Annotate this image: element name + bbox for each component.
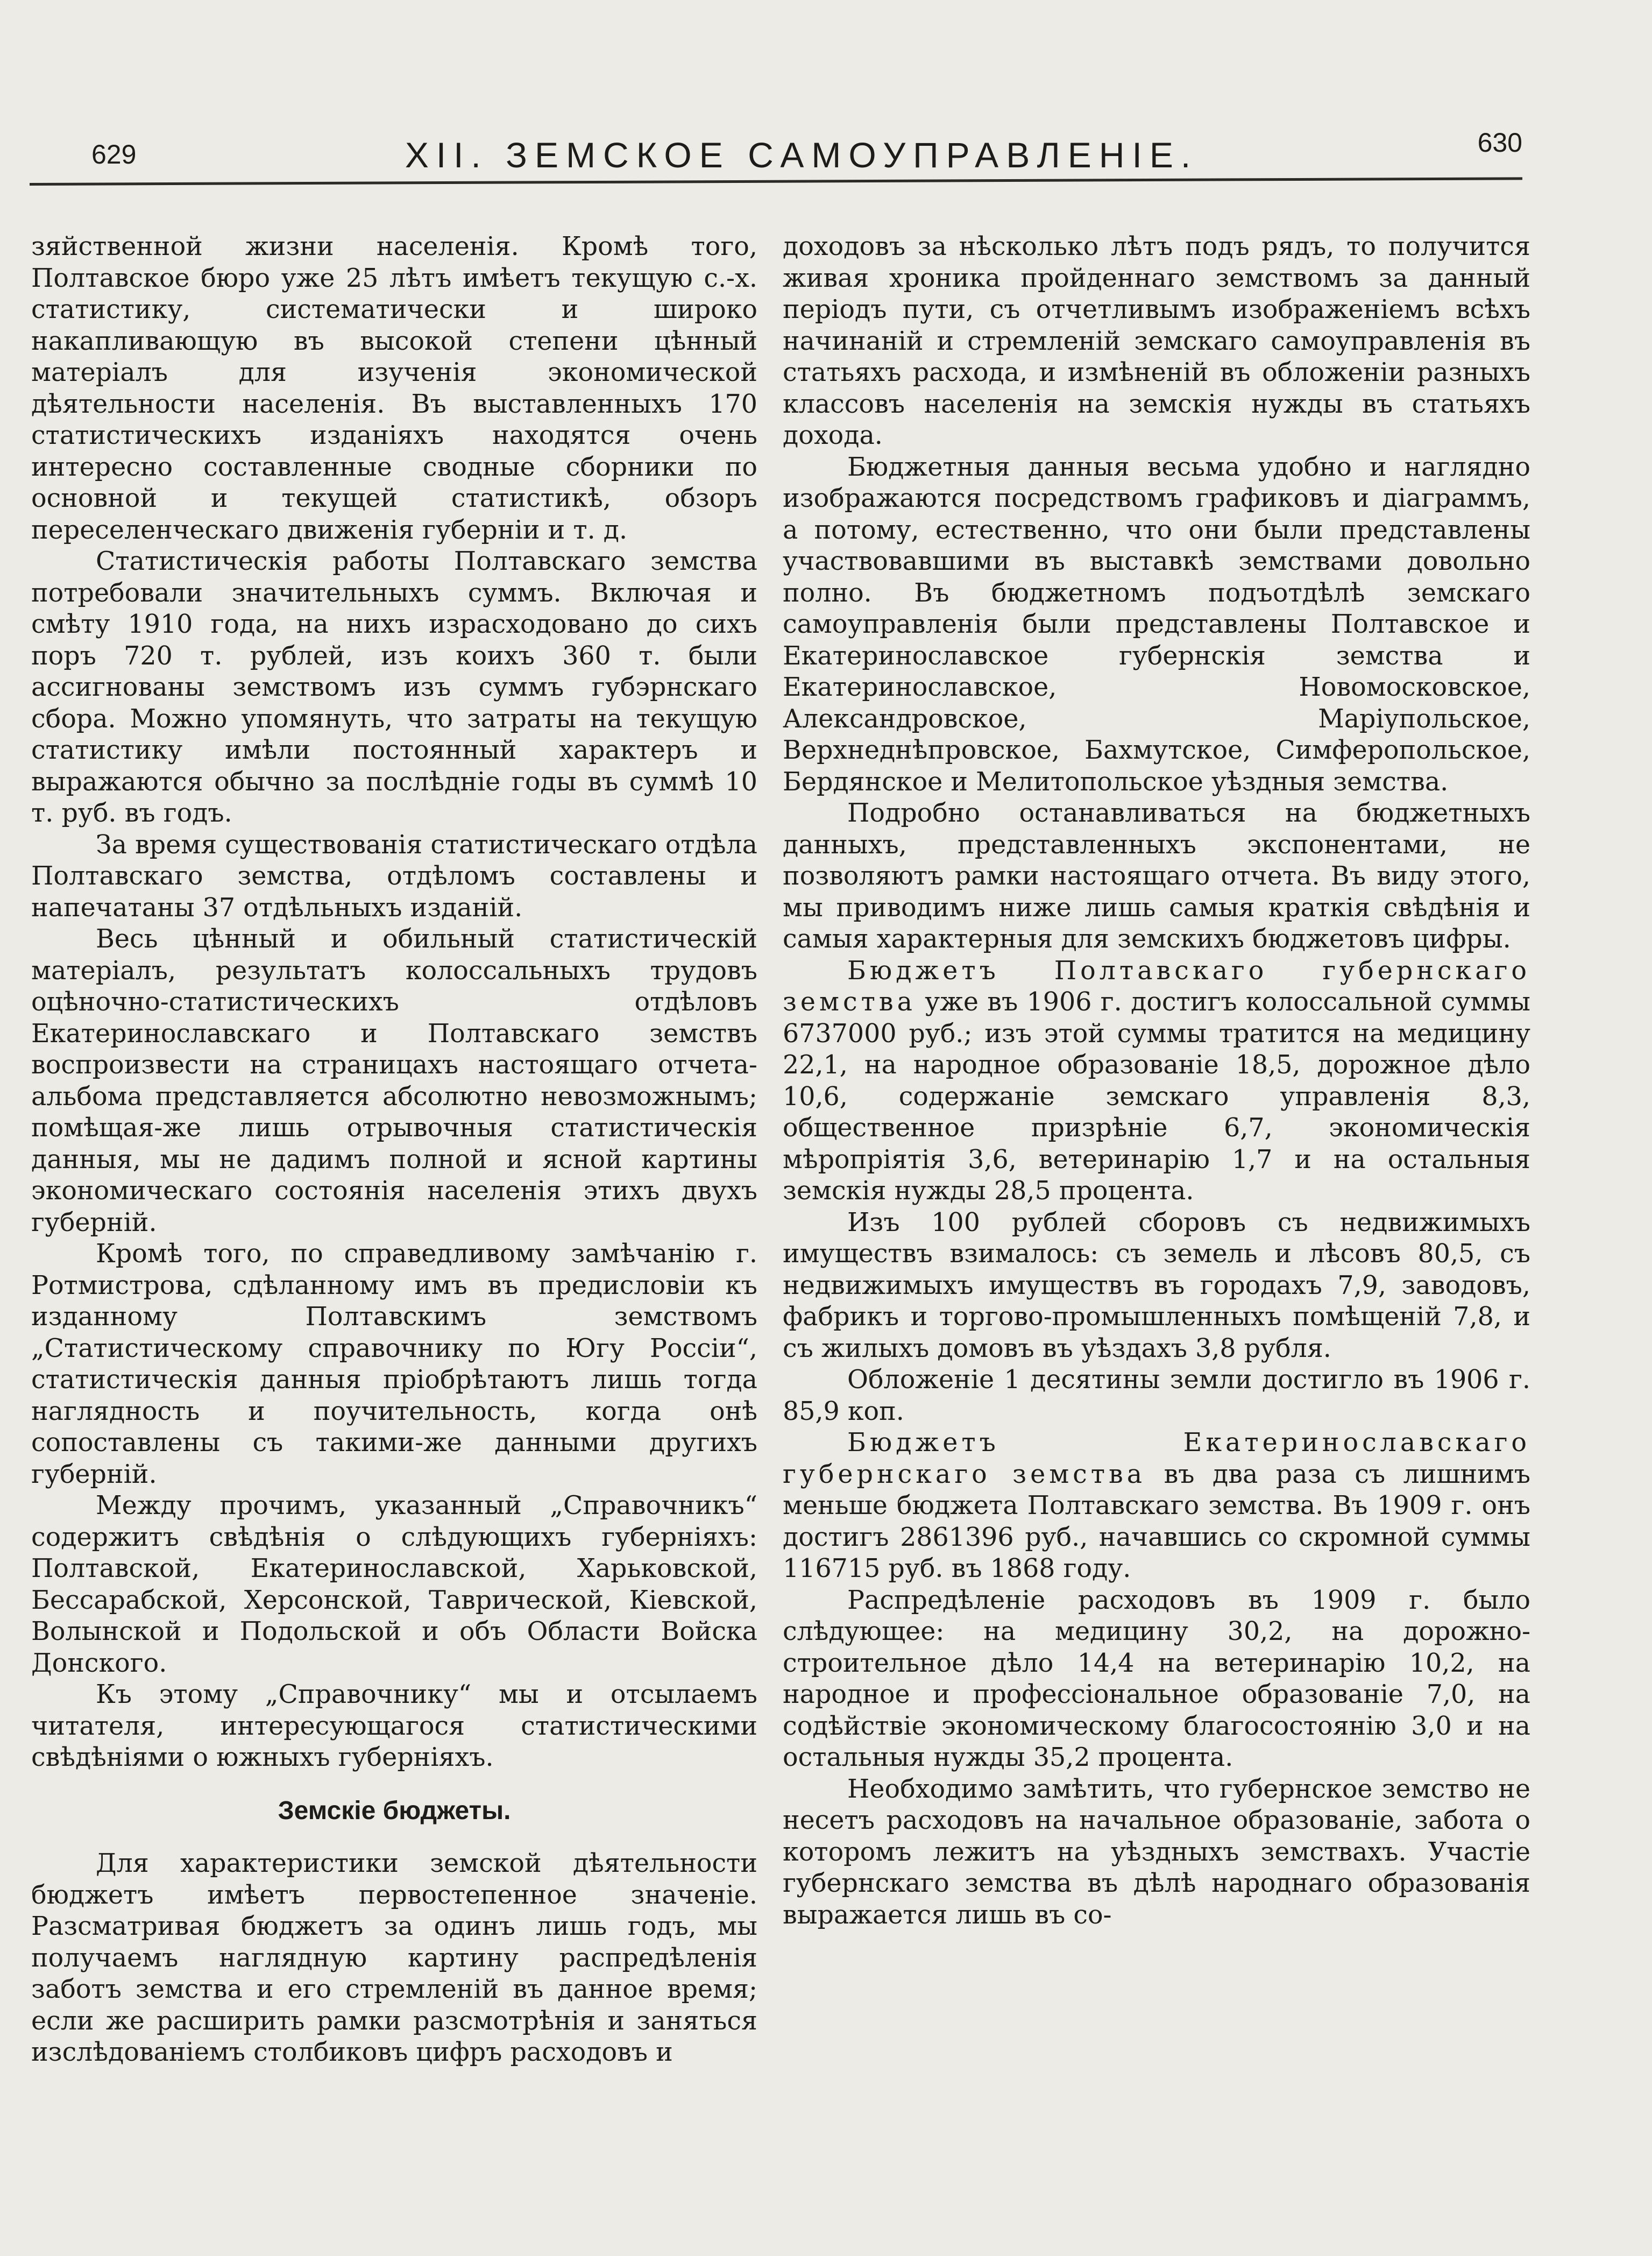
paragraph: Къ этому „Справочнику“ мы и отсылаемъ читателя, интересующагося статистическими свѣдѣніями о южныхъ губерніяхъ. <box>31 1680 757 1772</box>
paragraph: Кромѣ того, по справедливому замѣчанію г. Ротмистрова, сдѣланному имъ въ предисловіи къ изданному Полтавскимъ земствомъ „Статистическому справочнику по Югу Россіи“, статистическія данныя пріобрѣтаютъ лишь тогда наглядность и поучительность, когда онѣ сопоставлены съ такими-же данными другихъ губерній. <box>31 1239 757 1489</box>
paragraph: Для характеристики земской дѣятельности бюджетъ имѣетъ первостепенное значеніе. Разсматривая бюджетъ за одинъ лишь годъ, мы получаемъ наглядную картину распредѣленія заботъ земства и его стремленій въ данное время; если же расширить рамки разсмотрѣнія и заняться изслѣдованіемъ столбиковъ цифръ расходовъ и <box>31 1849 757 2067</box>
paragraph: Между прочимъ, указанный „Справочникъ“ содержитъ свѣдѣнія о слѣдующихъ губерніяхъ: Полтавской, Екатеринославской, Харьковской, Бессарабской, Херсонской, Таврической, Кіевской, Волынской и Подольской и объ Области Войска Донского. <box>31 1491 757 1678</box>
paragraph: Необходимо замѣтить, что губернское земство не несетъ расходовъ на начальное образованіе, забота о которомъ лежитъ на уѣздныхъ земствахъ. Участіе губернскаго земства въ дѣлѣ народнаго образованія выражается лишь въ со- <box>783 1774 1530 1930</box>
spaced-emphasis: Бюджетъ Полтавскаго губернскаго земства <box>783 956 1530 1017</box>
paragraph: Статистическія работы Полтавскаго земства потребовали значительныхъ суммъ. Включая и смѣту 1910 года, на нихъ израсходовано до сихъ поръ 720 т. рублей, изъ коихъ 360 т. были ассигнованы земствомъ изъ суммъ губэрнскаго сбора. Можно упомянуть, что затраты на текущую статистику имѣли постоянный характеръ и выражаются обычно за послѣдніе годы въ суммѣ 10 т. руб. въ годъ. <box>31 547 757 828</box>
paragraph-text: въ два раза съ лишнимъ меньше бюджета Полтавскаго земства. Въ 1909 г. онъ достигъ 2861396 руб., начавшись со скромной суммы 116715 руб. въ 1868 году. <box>783 1459 1530 1583</box>
paragraph <box>783 1427 1530 1585</box>
paragraph <box>783 956 1530 1207</box>
left-column <box>31 231 757 2069</box>
paragraph-text: уже въ 1906 г. достигъ колоссальной суммы 6737000 руб.; изъ этой суммы тратится на медицину 22,1, на народное образованіе 18,5, дорожное дѣло 10,6, содержаніе земскаго управленія 8,3, общественное призрѣніе 6,7, экономическія мѣропріятія 3,6, ветеринарію 1,7 и на остальныя земскія нужды 28,5 процента. <box>783 987 1530 1206</box>
paragraph: Обложеніе 1 десятины земли достигло въ 1906 г. 85,9 коп. <box>783 1365 1530 1426</box>
paragraph: Распредѣленіе расходовъ въ 1909 г. было слѣдующее: на медицину 30,2, на дорожно-строительное дѣло 14,4 на ветеринарію 10,2, на народное и профессіональное образованіе 7,0, на содѣйствіе экономическому благосостоянію 3,0 и на остальныя нужды 35,2 процента. <box>783 1585 1530 1772</box>
right-column <box>783 231 1530 1931</box>
paragraph: зяйственной жизни населенія. Кромѣ того, Полтавское бюро уже 25 лѣтъ имѣетъ текущую с.-х. статистику, систематически и широко накапливающую въ высокой степени цѣнный матеріалъ для изученія экономической дѣятельности населенія. Въ выставленныхъ 170 статистическихъ изданіяхъ находятся очень интересно составленные сводные сборники по основной и текущей статистикѣ, обзоръ переселенческаго движенія губерніи и т. д. <box>31 232 757 545</box>
page-number-right: 630 <box>1477 128 1522 158</box>
running-title: XII. ЗЕМСКОЕ САМОУПРАВЛЕНІЕ. <box>405 135 1199 175</box>
section-heading: Земскіе бюджеты. <box>278 1796 511 1825</box>
paragraph: Подробно останавливаться на бюджетныхъ данныхъ, представленныхъ экспонентами, не позволяютъ рамки настоящаго отчета. Въ виду этого, мы приводимъ ниже лишь самыя краткія свѣдѣнія и самыя характерныя для земскихъ бюджетовъ цифры. <box>783 798 1530 954</box>
page-header <box>81 117 1522 182</box>
paragraph: Весь цѣнный и обильный статистическій матеріалъ, результатъ колоссальныхъ трудовъ оцѣночно-статистическихъ отдѣловъ Екатеринославскаго и Полтавскаго земствъ воспроизвести на страницахъ настоящаго отчета-альбома представляется абсолютно невозможнымъ; помѣщая-же лишь отрывочныя статистическія данныя, мы не дадимъ полной и ясной картины экономическаго состоянія населенія этихъ двухъ губерній. <box>31 924 757 1237</box>
spaced-emphasis: Бюджетъ Екатеринославскаго губернскаго земства <box>783 1428 1530 1489</box>
paragraph: Бюджетныя данныя весьма удобно и наглядно изображаются посредствомъ графиковъ и діаграммъ, а потому, естественно, что они были представлены участвовавшими въ выставкѣ земствами довольно полно. Въ бюджетномъ подъотдѣлѣ земскаго самоуправленія были представлены Полтавское и Екатеринославское губернскія земства и Екатеринославское, Новомосковское, Александровское, Маріупольское, Верхнеднѣпровское, Бахмутское, Симферопольское, Бердянское и Мелитопольское уѣздныя земства. <box>783 452 1530 797</box>
paragraph: Изъ 100 рублей сборовъ съ недвижимыхъ имуществъ взималось: съ земель и лѣсовъ 80,5, съ недвижимыхъ имуществъ въ городахъ 7,9, заводовъ, фабрикъ и торгово-промышленныхъ помѣщеній 7,8, и съ жилыхъ домовъ въ уѣздахъ 3,8 рубля. <box>783 1207 1530 1363</box>
paragraph: За время существованія статистическаго отдѣла Полтавскаго земства, отдѣломъ составлены и напечатаны 37 отдѣльныхъ изданій. <box>31 830 757 923</box>
paragraph: доходовъ за нѣсколько лѣтъ подъ рядъ, то получится живая хроника пройденнаго земствомъ за данный періодъ пути, съ отчетливымъ изображеніемъ всѣхъ начинаній и стремленій земскаго самоуправленія въ статьяхъ расхода, и измѣненій въ обложеніи разныхъ классовъ населенія на земскія нужды въ статьяхъ дохода. <box>783 232 1530 450</box>
page-number-left: 629 <box>91 139 137 169</box>
